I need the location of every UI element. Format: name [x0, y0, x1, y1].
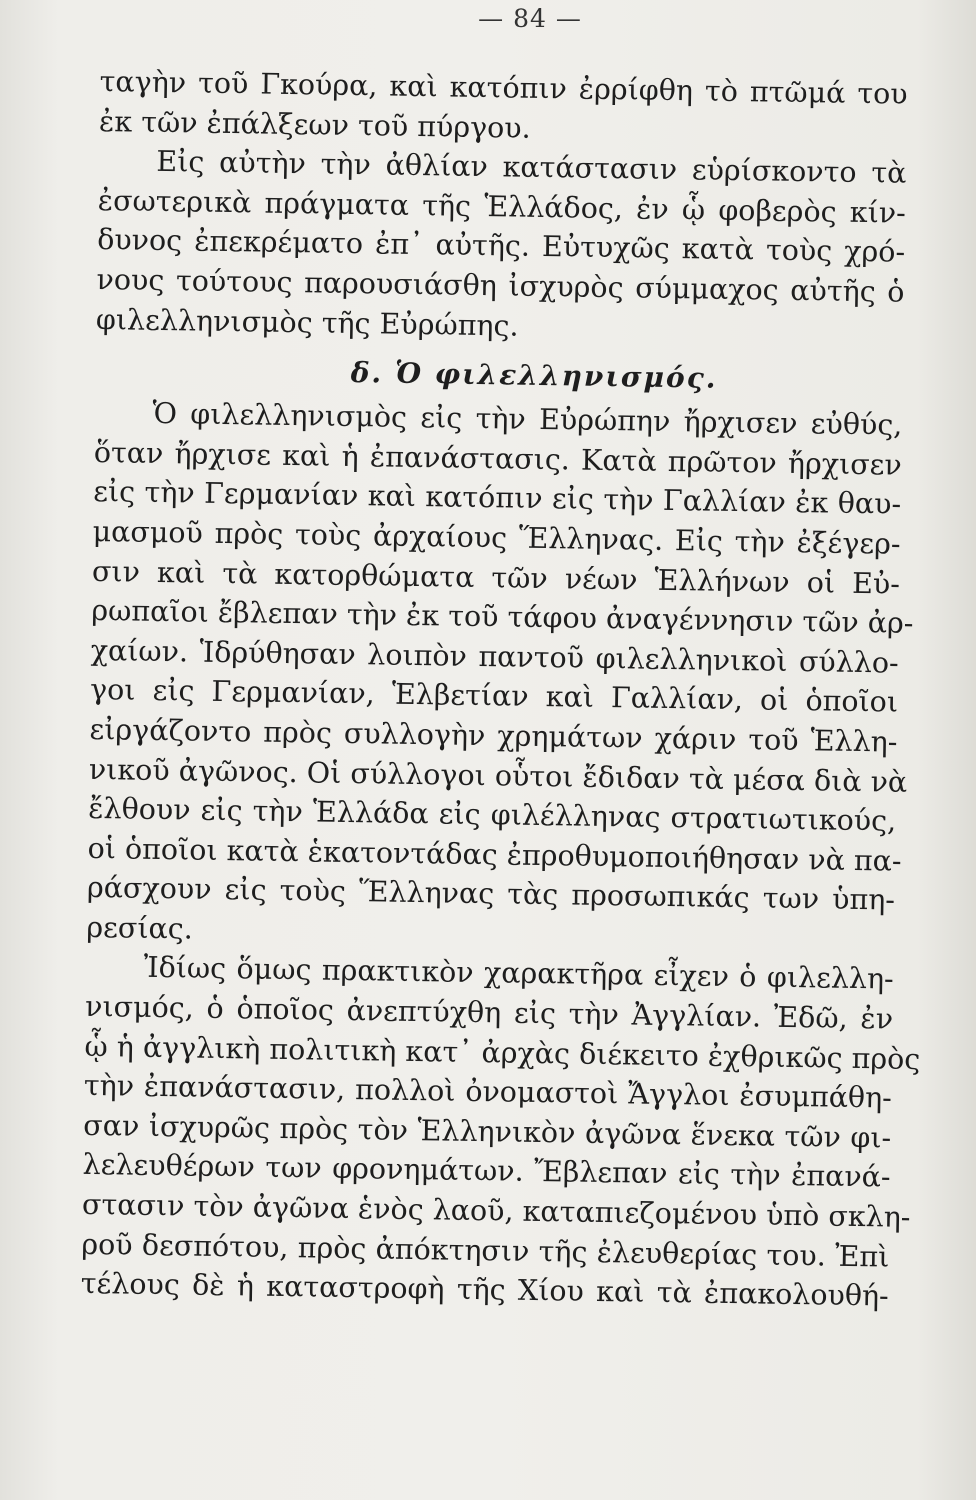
text-line: σαν ἰσχυρῶς πρὸς τὸν Ἑλληνικὸν ἀγῶνα ἕνεκα τῶν φι- — [83, 1108, 892, 1155]
page-number: — 84 — — [478, 4, 582, 33]
text-line: εἰς τὴν Γερμανίαν καὶ κατόπιν εἰς τὴν Γαλλίαν ἐκ θαυ- — [92, 475, 902, 521]
body-text — [80, 62, 921, 1316]
text-line: μασμοῦ πρὸς τοὺς ἀρχαίους Ἕλληνας. Εἰς τὴν ἐξέγερ- — [92, 514, 901, 561]
text-line: νισμός, ὁ ὁποῖος ἀνεπτύχθη εἰς τὴν Ἀγγλίαν. Ἐδῶ, ἐν — [84, 989, 894, 1036]
text-line: ράσχουν εἰς τοὺς Ἕλληνας τὰς προσωπικάς των ὑπη- — [86, 871, 896, 917]
text-line: οἱ ὁποῖοι κατὰ ἑκατοντάδας ἐπροθυμοποιήθησαν νὰ πα- — [87, 831, 902, 878]
text-line: δυνος ἐπεκρέματο ἐπ᾽ αὐτῆς. Εὐτυχῶς κατὰ τοὺς χρό- — [96, 223, 906, 270]
text-line: σιν καὶ τὰ κατορθώματα τῶν νέων Ἑλλήνων οἱ Εὐ- — [91, 554, 901, 601]
text-line: ἐκ τῶν ἐπάλξεων τοῦ πύργου. — [98, 104, 531, 145]
text-line: γοι εἰς Γερμανίαν, Ἑλβετίαν καὶ Γαλλίαν, οἱ ὁποῖοι — [89, 673, 899, 719]
text-line: ᾧ ἡ ἀγγλικὴ πολιτικὴ κατ᾽ ἀρχὰς διέκειτο ἐχθρικῶς πρὸς — [84, 1029, 921, 1076]
text-line: εἰργάζοντο πρὸς συλλογὴν χρημάτων χάριν τοῦ Ἑλλη- — [89, 712, 898, 759]
text-line: λελευθέρων των φρονημάτων. Ἔβλεπαν εἰς τὴν ἐπανά- — [82, 1148, 891, 1194]
paragraph — [86, 393, 914, 960]
text-line: ταγὴν τοῦ Γκούρα, καὶ κατόπιν ἐρρίφθη τὸ πτῶμά του — [99, 64, 908, 111]
text-line: Ἰδίως ὅμως πρακτικὸν χαρακτῆρα εἶχεν ὁ φιλελλη- — [143, 951, 894, 997]
text-line: φιλελληνισμὸς τῆς Εὐρώπης. — [95, 302, 519, 343]
text-line: ἐσωτερικὰ πράγματα τῆς Ἑλλάδος, ἐν ᾧ φοβερὸς κίν- — [97, 183, 906, 230]
text-line: νους τούτους παρουσιάσθη ἰσχυρὸς σύμμαχος αὐτῆς ὁ — [96, 262, 905, 309]
paragraph — [99, 62, 908, 154]
text-line: στασιν τὸν ἀγῶνα ἑνὸς λαοῦ, καταπιεζομένου ὑπὸ σκλη- — [81, 1187, 911, 1234]
paragraph — [96, 141, 907, 352]
text-line: τέλους δὲ ἡ καταστροφὴ τῆς Χίου καὶ τὰ ἐπακολουθή- — [80, 1267, 889, 1313]
text-line: ροῦ δεσπότου, πρὸς ἀπόκτησιν τῆς ἐλευθερίας του. Ἐπὶ — [81, 1227, 890, 1274]
text-line: τὴν ἐπανάστασιν, πολλοὶ ὀνομαστοὶ Ἄγγλοι ἐσυμπάθη- — [83, 1069, 893, 1115]
text-line: ἔλθουν εἰς τὴν Ἑλλάδα εἰς φιλέλληνας στρατιωτικούς, — [88, 792, 897, 838]
paragraph — [80, 947, 921, 1316]
text-line: ρεσίας. — [86, 910, 194, 946]
text-line: Ὁ φιλελληνισμὸς εἰς τὴν Εὐρώπην ἤρχισεν εὐθύς, — [152, 397, 903, 442]
text-line: ὅταν ἤρχισε καὶ ἡ ἐπανάστασις. Κατὰ πρῶτον ἤρχισεν — [93, 435, 903, 482]
text-line: Εἰς αὐτὴν τὴν ἀθλίαν κατάστασιν εὑρίσκοντο τὰ — [156, 145, 907, 190]
text-line: χαίων. Ἱδρύθησαν λοιπὸν παντοῦ φιλελληνικοὶ σύλλο- — [90, 633, 899, 680]
section-title: Ὁ φιλελληνισμός. — [394, 356, 718, 395]
text-line: ρωπαῖοι ἔβλεπαν τὴν ἐκ τοῦ τάφου ἀναγέννησιν τῶν ἀρ- — [91, 594, 914, 640]
section-number: δ. — [350, 356, 384, 390]
text-line: νικοῦ ἀγῶνος. Οἱ σύλλογοι οὗτοι ἔδιδαν τὰ μέσα διὰ νὰ — [88, 752, 908, 799]
